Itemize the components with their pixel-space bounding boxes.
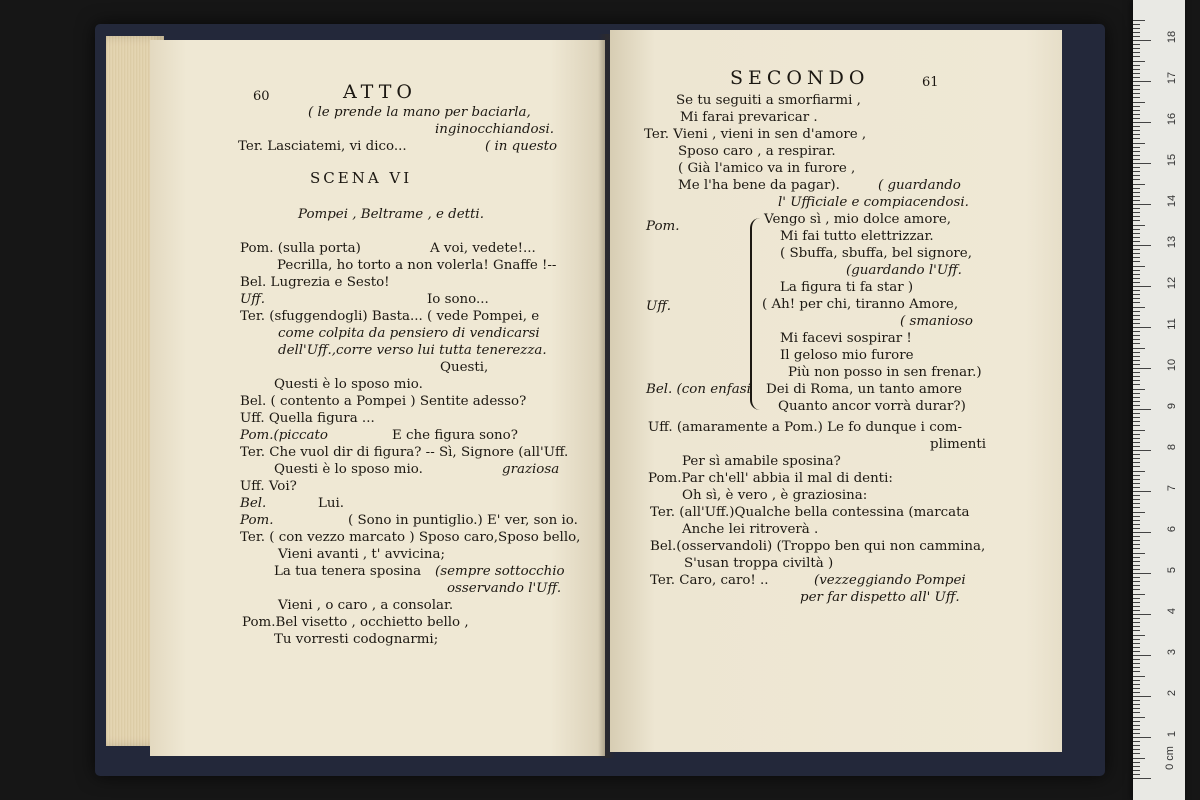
ruler-tick — [1133, 692, 1140, 693]
ruler-tick — [1133, 487, 1140, 488]
ruler-tick — [1133, 667, 1140, 668]
ruler-tick — [1133, 438, 1140, 439]
ruler-tick — [1133, 671, 1140, 672]
ruler-tick — [1133, 192, 1140, 193]
ruler-tick — [1133, 680, 1140, 681]
ruler-tick — [1133, 356, 1140, 357]
text-line: Pecrilla, ho torto a non volerla! Gnaffe !-- — [277, 258, 557, 273]
ruler-tick — [1133, 335, 1140, 336]
ruler-tick — [1133, 598, 1140, 599]
text-line: Bel.(osservandoli) (Troppo ben qui non cammina, — [650, 539, 986, 554]
ruler-tick — [1133, 397, 1140, 398]
ruler-mark: 14 — [1166, 194, 1178, 208]
ruler-tick — [1133, 77, 1140, 78]
ruler-tick — [1133, 184, 1145, 185]
text-line: Uff. — [240, 292, 266, 307]
text-line: ( Sbuffa, sbuffa, bel signore, — [780, 246, 972, 261]
text-line: Bel. Lugrezia e Sesto! — [240, 275, 390, 290]
ruler-tick — [1133, 725, 1140, 726]
ruler-tick — [1133, 655, 1151, 656]
text-line: Ter. Lasciatemi, vi dico... — [238, 139, 407, 154]
text-line: Vieni , o caro , a consolar. — [278, 598, 454, 613]
text-line: Bel. — [240, 496, 267, 511]
text-line: Uff. — [646, 299, 672, 314]
ruler-tick — [1133, 639, 1140, 640]
ruler-mark: 12 — [1166, 276, 1178, 290]
text-line: (vezzeggiando Pompei — [814, 573, 966, 588]
ruler-tick — [1133, 32, 1140, 33]
ruler-tick — [1133, 499, 1140, 500]
ruler-tick — [1133, 676, 1145, 677]
ruler-mark: 2 — [1166, 689, 1178, 697]
text-line: Più non posso in sen frenar.) — [788, 365, 982, 380]
ruler-tick — [1133, 495, 1140, 496]
text-line: Il geloso mio furore — [780, 348, 914, 363]
text-line: Bel. ( contento a Pompei ) Sentite adesso? — [240, 394, 527, 409]
ruler-tick — [1133, 126, 1140, 127]
ruler-tick — [1133, 171, 1140, 172]
right-page — [610, 30, 1062, 752]
text-line: Ter. ( con vezzo marcato ) Sposo caro,Sposo bello, — [240, 530, 581, 545]
ruler-tick — [1133, 237, 1140, 238]
ruler-tick — [1133, 212, 1140, 213]
page-number: 60 — [253, 89, 270, 104]
ruler-tick — [1133, 626, 1140, 627]
text-line: osservando l'Uff. — [447, 581, 562, 596]
ruler-tick — [1133, 249, 1140, 250]
text-line: Dei di Roma, un tanto amore — [766, 382, 962, 397]
ruler-tick — [1133, 286, 1151, 287]
page-number: 61 — [922, 75, 939, 90]
ruler-tick — [1133, 442, 1140, 443]
ruler-tick — [1133, 430, 1145, 431]
ruler-tick — [1133, 278, 1140, 279]
ruler-tick — [1133, 159, 1140, 160]
ruler-mark: 11 — [1166, 318, 1178, 330]
ruler-tick — [1133, 622, 1140, 623]
ruler-tick — [1133, 635, 1145, 636]
ruler-tick — [1133, 311, 1140, 312]
ruler-tick — [1133, 684, 1140, 685]
ruler-tick — [1133, 721, 1140, 722]
ruler-tick — [1133, 766, 1140, 767]
text-line: Pom. — [646, 219, 680, 234]
ruler-tick — [1133, 266, 1145, 267]
ruler-tick — [1133, 233, 1140, 234]
ruler-tick — [1133, 196, 1140, 197]
ruler-tick — [1133, 118, 1140, 119]
text-line: Bel. (con enfasi — [646, 382, 751, 397]
ruler-tick — [1133, 307, 1145, 308]
ruler-tick — [1133, 368, 1151, 369]
ruler-tick — [1133, 372, 1140, 373]
ruler-tick — [1133, 290, 1140, 291]
text-line: Tu vorresti codognarmi; — [274, 632, 439, 647]
ruler-tick — [1133, 585, 1140, 586]
ruler-tick — [1133, 479, 1140, 480]
ruler-tick — [1133, 659, 1140, 660]
ruler-mark: 1 — [1166, 730, 1178, 738]
ruler-mark: 10 — [1166, 358, 1178, 372]
ruler-mark: 3 — [1166, 648, 1178, 656]
text-line: ( in questo — [485, 139, 558, 154]
ruler-tick — [1133, 507, 1140, 508]
ruler-tick — [1133, 553, 1145, 554]
ruler-tick — [1133, 208, 1140, 209]
ruler-mark: 7 — [1166, 484, 1178, 492]
text-line: Uff. Voi? — [240, 479, 297, 494]
ruler-tick — [1133, 134, 1140, 135]
ruler-tick — [1133, 528, 1140, 529]
ruler-tick — [1133, 516, 1140, 517]
ruler-tick — [1133, 102, 1145, 103]
ruler-tick — [1133, 339, 1140, 340]
ruler-tick — [1133, 413, 1140, 414]
ruler-mark: 8 — [1166, 443, 1178, 451]
ruler-tick — [1133, 89, 1140, 90]
text-line: Questi è lo sposo mio. — [274, 462, 423, 477]
ruler-tick — [1133, 696, 1151, 697]
ruler-tick — [1133, 729, 1140, 730]
ruler-tick — [1133, 704, 1140, 705]
text-line: Pom. — [240, 513, 274, 528]
running-head: ATTO — [343, 81, 417, 103]
ruler-mark: 6 — [1166, 525, 1178, 533]
ruler-tick — [1133, 151, 1140, 152]
ruler-tick — [1133, 393, 1140, 394]
text-line: Vengo sì , mio dolce amore, — [764, 212, 952, 227]
ruler-tick — [1133, 179, 1140, 180]
ruler-tick — [1133, 20, 1145, 21]
ruler-tick — [1133, 503, 1140, 504]
ruler-tick — [1133, 73, 1140, 74]
ruler-tick — [1133, 717, 1145, 718]
ruler-tick — [1133, 327, 1151, 328]
ruler-tick — [1133, 175, 1140, 176]
text-line: Uff. Quella figura ... — [240, 411, 375, 426]
ruler-tick — [1133, 458, 1140, 459]
text-line: Mi facevi sospirar ! — [780, 331, 912, 346]
ruler-tick — [1133, 409, 1151, 410]
ruler-unit-label: 0 cm — [1164, 746, 1176, 770]
text-line: (guardando l'Uff. — [846, 263, 962, 278]
ruler-tick — [1133, 97, 1140, 98]
ruler-tick — [1133, 749, 1140, 750]
ruler-tick — [1133, 405, 1140, 406]
ruler-tick — [1133, 778, 1151, 779]
text-line: E che figura sono? — [392, 428, 518, 443]
ruler-mark: 9 — [1166, 402, 1178, 410]
ruler-tick — [1133, 225, 1145, 226]
ruler-tick — [1133, 618, 1140, 619]
ruler-tick — [1133, 241, 1140, 242]
ruler-tick — [1133, 741, 1140, 742]
ruler-tick — [1133, 36, 1140, 37]
text-line: Questi, — [440, 360, 489, 375]
text-line: plimenti — [930, 437, 987, 452]
ruler-tick — [1133, 569, 1140, 570]
ruler-tick — [1133, 56, 1140, 57]
ruler-tick — [1133, 544, 1140, 545]
ruler-tick — [1133, 48, 1140, 49]
ruler-tick — [1133, 421, 1140, 422]
ruler-mark: 5 — [1166, 566, 1178, 574]
ruler-tick — [1133, 93, 1140, 94]
ruler-tick — [1133, 44, 1140, 45]
ruler-tick — [1133, 462, 1140, 463]
text-line: ( le prende la mano per baciarla, — [308, 105, 531, 120]
ruler-tick — [1133, 200, 1140, 201]
ruler-tick — [1133, 581, 1140, 582]
ruler-tick — [1133, 122, 1151, 123]
ruler-tick — [1133, 557, 1140, 558]
text-line: l' Ufficiale e compiacendosi. — [778, 195, 969, 210]
text-line: Pom. (sulla porta) — [240, 241, 361, 256]
text-line: Per sì amabile sposina? — [682, 454, 841, 469]
text-line: Me l'ha bene da pagar). — [678, 178, 840, 193]
ruler-tick — [1133, 643, 1140, 644]
text-line: Ter. Che vuol dir di figura? -- Sì, Signore (all'Uff. — [240, 445, 569, 460]
ruler-tick — [1133, 565, 1140, 566]
ruler-tick — [1133, 540, 1140, 541]
ruler-tick — [1133, 512, 1145, 513]
ruler-tick — [1133, 52, 1140, 53]
ruler-tick — [1133, 762, 1140, 763]
ruler-tick — [1133, 110, 1140, 111]
character-list: Pompei , Beltrame , e detti. — [298, 207, 484, 222]
ruler-tick — [1133, 524, 1140, 525]
ruler-tick — [1133, 348, 1145, 349]
text-line: come colpita da pensiero di vendicarsi — [278, 326, 540, 341]
text-line: ( Già l'amico va in furore , — [678, 161, 856, 176]
ruler-mark: 17 — [1166, 71, 1178, 85]
text-line: Anche lei ritroverà . — [682, 522, 819, 537]
ruler-tick — [1133, 302, 1140, 303]
text-line: Io sono... — [427, 292, 489, 307]
ruler-tick — [1133, 614, 1151, 615]
ruler-tick — [1133, 143, 1145, 144]
text-line: Ter. (sfuggendogli) Basta... ( vede Pompei, e — [240, 309, 540, 324]
ruler-tick — [1133, 380, 1140, 381]
ruler-mark: 16 — [1166, 112, 1178, 126]
ruler-tick — [1133, 229, 1140, 230]
text-line: Se tu seguiti a smorfiarmi , — [676, 93, 861, 108]
ruler-tick — [1133, 343, 1140, 344]
ruler-tick — [1133, 216, 1140, 217]
text-line: dell'Uff.,corre verso lui tutta tenerezza. — [278, 343, 547, 358]
ruler-tick — [1133, 758, 1145, 759]
text-line: Mi fai tutto elettrizzar. — [780, 229, 934, 244]
ruler-tick — [1133, 401, 1140, 402]
text-line: ( smanioso — [900, 314, 973, 329]
speech-brace — [750, 218, 764, 410]
text-line: A voi, vedete!... — [430, 241, 536, 256]
ruler-tick — [1133, 130, 1140, 131]
ruler-tick — [1133, 647, 1140, 648]
ruler-tick — [1133, 753, 1140, 754]
ruler-tick — [1133, 85, 1140, 86]
ruler-tick — [1133, 774, 1140, 775]
ruler-tick — [1133, 261, 1140, 262]
ruler-tick — [1133, 257, 1140, 258]
ruler-tick — [1133, 708, 1140, 709]
text-line: Mi farai prevaricar . — [680, 110, 818, 125]
text-line: graziosa — [502, 462, 560, 477]
ruler-tick — [1133, 471, 1145, 472]
ruler-tick — [1133, 483, 1140, 484]
ruler-tick — [1133, 573, 1151, 574]
ruler-tick — [1133, 253, 1140, 254]
ruler-tick — [1133, 434, 1140, 435]
text-line: S'usan troppa civiltà ) — [684, 556, 834, 571]
ruler-tick — [1133, 147, 1140, 148]
text-line: La tua tenera sposina — [274, 564, 422, 579]
ruler-tick — [1133, 745, 1140, 746]
ruler-tick — [1133, 712, 1140, 713]
ruler-tick — [1133, 138, 1140, 139]
ruler-tick — [1133, 352, 1140, 353]
ruler-tick — [1133, 24, 1140, 25]
text-line: Pom.(piccato — [240, 428, 328, 443]
ruler-tick — [1133, 651, 1140, 652]
text-line: Ter. Vieni , vieni in sen d'amore , — [644, 127, 867, 142]
ruler-tick — [1133, 384, 1140, 385]
ruler-tick — [1133, 360, 1140, 361]
ruler-tick — [1133, 65, 1140, 66]
ruler-tick — [1133, 425, 1140, 426]
ruler-tick — [1133, 561, 1140, 562]
ruler-tick — [1133, 315, 1140, 316]
ruler-tick — [1133, 770, 1140, 771]
left-page — [150, 40, 605, 756]
ruler-tick — [1133, 602, 1140, 603]
ruler-tick — [1133, 155, 1140, 156]
ruler-tick — [1133, 331, 1140, 332]
ruler-tick — [1133, 454, 1140, 455]
ruler-tick — [1133, 532, 1151, 533]
ruler-mark: 18 — [1166, 30, 1178, 44]
running-head: SECONDO — [730, 67, 870, 89]
scene-heading: SCENA VI — [310, 169, 413, 187]
ruler-tick — [1133, 520, 1140, 521]
ruler-mark: 4 — [1166, 607, 1178, 615]
ruler-tick — [1133, 323, 1140, 324]
text-line: Pom.Par ch'ell' abbia il mal di denti: — [648, 471, 893, 486]
text-line: (sempre sottocchio — [435, 564, 565, 579]
ruler-tick — [1133, 220, 1140, 221]
ruler-tick — [1133, 114, 1140, 115]
text-line: Questi è lo sposo mio. — [274, 377, 423, 392]
text-line: Lui. — [318, 496, 345, 511]
ruler-tick — [1133, 663, 1140, 664]
ruler-tick — [1133, 536, 1140, 537]
ruler-tick — [1133, 106, 1140, 107]
ruler-tick — [1133, 733, 1140, 734]
ruler-tick — [1133, 389, 1145, 390]
ruler-tick — [1133, 28, 1140, 29]
measuring-ruler — [1133, 0, 1185, 800]
ruler-tick — [1133, 245, 1151, 246]
ruler-tick — [1133, 69, 1140, 70]
ruler-tick — [1133, 475, 1140, 476]
text-line: per far dispetto all' Uff. — [800, 590, 960, 605]
ruler-tick — [1133, 40, 1151, 41]
ruler-tick — [1133, 167, 1140, 168]
ruler-tick — [1133, 294, 1140, 295]
ruler-tick — [1133, 163, 1151, 164]
text-line: Oh sì, è vero , è graziosina: — [682, 488, 868, 503]
text-line: Vieni avanti , t' avvicina; — [278, 547, 446, 562]
ruler-tick — [1133, 594, 1145, 595]
text-line: Sposo caro , a respirar. — [678, 144, 836, 159]
text-line: Ter. (all'Uff.)Qualche bella contessina (marcata — [650, 505, 970, 520]
ruler-tick — [1133, 466, 1140, 467]
text-line: ( Sono in puntiglio.) E' ver, son io. — [348, 513, 578, 528]
ruler-tick — [1133, 417, 1140, 418]
text-line: inginocchiandosi. — [435, 122, 555, 137]
text-line: Quanto ancor vorrà durar?) — [778, 399, 966, 414]
text-line: ( guardando — [878, 178, 961, 193]
ruler-tick — [1133, 548, 1140, 549]
text-line: La figura ti fa star ) — [780, 280, 914, 295]
ruler-tick — [1133, 737, 1151, 738]
ruler-tick — [1133, 188, 1140, 189]
ruler-tick — [1133, 270, 1140, 271]
ruler-tick — [1133, 204, 1151, 205]
ruler-tick — [1133, 577, 1140, 578]
text-line: Uff. (amaramente a Pom.) Le fo dunque i com- — [648, 420, 962, 435]
ruler-tick — [1133, 610, 1140, 611]
ruler-tick — [1133, 700, 1140, 701]
ruler-tick — [1133, 376, 1140, 377]
ruler-tick — [1133, 446, 1140, 447]
text-line: Ter. Caro, caro! .. — [650, 573, 769, 588]
ruler-tick — [1133, 319, 1140, 320]
text-line: ( Ah! per chi, tiranno Amore, — [762, 297, 959, 312]
ruler-tick — [1133, 364, 1140, 365]
ruler-tick — [1133, 282, 1140, 283]
ruler-tick — [1133, 606, 1140, 607]
text-line: Pom.Bel visetto , occhietto bello , — [242, 615, 469, 630]
ruler-tick — [1133, 630, 1140, 631]
ruler-tick — [1133, 61, 1145, 62]
ruler-mark: 15 — [1166, 153, 1178, 167]
ruler-tick — [1133, 491, 1151, 492]
ruler-tick — [1133, 81, 1151, 82]
ruler-mark: 13 — [1166, 235, 1178, 249]
ruler-tick — [1133, 274, 1140, 275]
ruler-tick — [1133, 589, 1140, 590]
ruler-tick — [1133, 688, 1140, 689]
ruler-tick — [1133, 450, 1151, 451]
ruler-tick — [1133, 298, 1140, 299]
